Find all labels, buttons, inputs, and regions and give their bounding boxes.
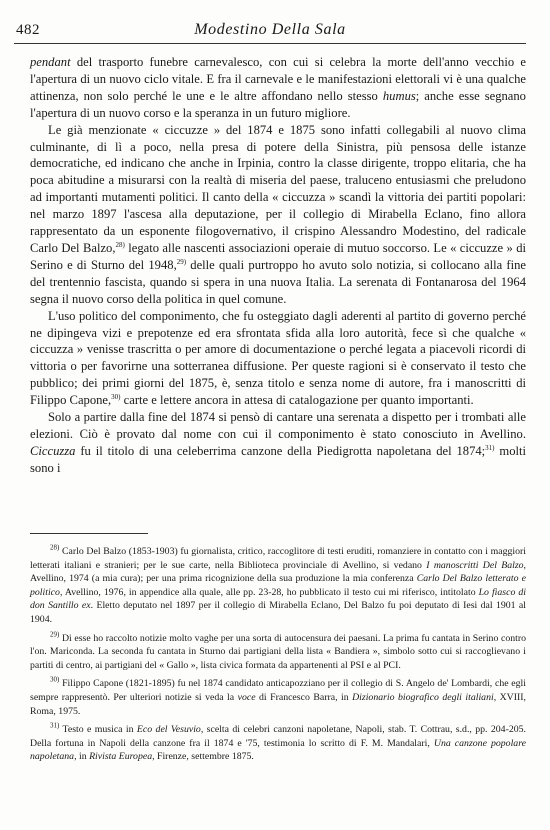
text-span: , XVIII, Roma, 1975. [30,691,526,717]
text-span: , scelta di celebri canzoni napoletane, Napoli, stab. T. Cottrau, s.d., pp. 204-205. Della fortuna in Napoli della canzone fra il 1874 e '75, testimonia lo scritto di F. M. Mandalari, [30,724,526,749]
footnote-31 [30,723,526,764]
footnote-number: 31) [50,721,60,730]
text-span: Eco del Vesuvio [136,724,201,736]
running-title: Modestino Della Sala [194,21,346,38]
text-span: Solo a partire dalla fine del 1874 si pensò di cantare una serenata a dispetto per i trombati alle elezioni. Ciò è provato dal nome con cui il componimento è stato conosciuto in Avellino. [30,410,526,441]
text-span: Carlo Del Balzo (1853-1903) fu giornalista, critico, raccoglitore di testi eruditi, romanziere in contatto con i maggiori letterati italiani e stranieri; per le sue carte, nella Biblioteca provinciale di Avellino, si vedano [30,546,526,571]
text-span: humus [382,88,416,103]
text-span: delle quali purtroppo ho avuto solo notizia, si collocano alla fine del trentennio fascista, quando si spera in una nuova Italia. La serenata di Fontanarosa del 1964 segna il nuovo corso della politica in quel comune. [30,257,526,306]
footnote-30 [30,677,526,718]
text-span: fu il titolo di una celeberrima canzone della Piedigrotta napoletana del 1874; [75,443,486,458]
text-span: Carlo Del Balzo letterato e politico [30,573,526,598]
text-span: , Avellino, 1976, in appendice alla quale, alle pp. 23-28, ho pubblicato il testo cui mi riferisco, intitolato [59,586,479,598]
text-span: Filippo Capone (1821-1895) fu nel 1874 candidato anticapozziano per il collegio di S. Angelo de' Lombardi, che egli sempre rappresentò. Per ulteriori notizie si veda la [30,678,526,703]
text-span: voce [237,691,256,703]
text-span: ; anche esse segnano l'apertura di un nuovo corso e la speranza in un futuro migliore. [30,88,526,120]
text-span: del trasporto funebre carnevalesco, con cui si celebra la morte dell'anno vecchio e l'apertura di un nuovo ciclo vitale. E fra il carnevale e le manifestazioni elettorali vi è una qualche attinenza, non solo perché le une e le altre affondano nello stesso [30,55,526,103]
text-span: di Francesco Barra, in [255,691,353,703]
text-span: Una canzone popolare napoletana [30,737,526,763]
footnote-ref-29: 29) [176,257,187,266]
paragraph-4 [30,409,526,477]
footnote-ref-31: 31) [485,443,495,452]
paragraph-3 [30,308,526,409]
text-span: Le già menzionate « ciccuzze » del 1874 e 1875 sono infatti collegabili al nuovo clima culminante, di lì a poco, nella presa di potere della Sinistra, più pensosa delle istanze democratiche, ed indicano che anche in Irpinia, contro la classe dirigente, troppo elitaria, che ha poca abitudine a misurarsi con la realtà di miseria del paese, traluceno entusiasmi che preludono ad importanti mutamenti politici. Il canto della « ciccuzza » scandì la vittoria dei partiti popolari: nel marzo 1897 l'ascesa alla deputazione, per il collegio di Mirabella Eclano, fino allora rappresentato da un esponente filogovernativo, il crispino Alessandro Modestino, del radicale Carlo Del Balzo, [30,122,526,255]
text-span: I manoscritti Del Balzo [426,559,524,571]
text-span: molti sono i [30,443,526,475]
footnotes [30,545,526,769]
text-span: Rivista Europea [89,751,153,763]
text-span: Dizionario biografico degli italiani [352,691,494,703]
text-span: . Eletto deputato nel 1897 per il collegio di Mirabella Eclano, Del Balzo fu poi deputato di Iesi dal 1901 al 1904. [30,600,526,625]
text-span: pendant [30,55,71,69]
footnote-rule [30,533,148,534]
footnote-28 [30,545,526,627]
text-span: , Avellino, 1974 (a mia cura); per una prima ricognizione della sua produzione la mia conferenza [30,559,526,585]
footnote-ref-28: 28) [115,240,125,249]
text-span: carte e lettere ancora in attesa di catalogazione per quanto importanti. [120,393,474,408]
footnote-number: 30) [50,676,60,685]
text-span: , Firenze, settembre 1875. [152,751,254,763]
main-text [30,54,526,477]
paragraph-1 [30,54,526,122]
text-span: Testo e musica in [59,724,137,736]
footnote-ref-30: 30) [111,392,121,401]
footnote-number: 28) [50,543,60,552]
text-span: Ciccuzza [30,443,76,458]
footnote-number: 29) [50,630,60,639]
text-span: Di esse ho raccolto notizie molto vaghe per una sorta di autocensura dei paesani. La prima fu cantata in Serino contro l'on. Mariconda. La seconda fu cantata in Sturno dai partigiani della lista « Bandiera », simbolo sotto cui si raccoglievano i partiti di centro, ai partigiani del « Gallo », lista civica formata da appartenenti al PSI e al PCI. [30,632,526,671]
text-span: Lo fiasco di don Santillo ex [30,586,526,612]
header-rule [14,43,526,44]
page-number: 482 [16,22,40,38]
text-span: L'uso politico del componimento, che fu osteggiato dagli aderenti al partito di governo perché ne dipingeva vizi e prepotenze ed era sfrontata sfida alla loro autorità, fece sì che qualche « ciccuzza » venisse trascritta o per amore di documentazione o perché legata a piacevoli ricordi di vittoria o per favorirne una sotterranea diffusione. Per queste ragioni si è conservato il testo che pubblico; dei primi giorni del 1875, è, senza titolo e senza nome di autore, fra i manoscritti di Filippo Capone, [30,308,526,408]
paragraph-2 [30,122,526,308]
footnote-29 [30,632,526,673]
text-span: legato alle nascenti associazioni operaie di mutuo soccorso. Le « ciccuzze » di Serino e di Sturno del 1948, [30,240,526,272]
page-header [14,18,526,44]
text-span: , in [74,751,90,763]
